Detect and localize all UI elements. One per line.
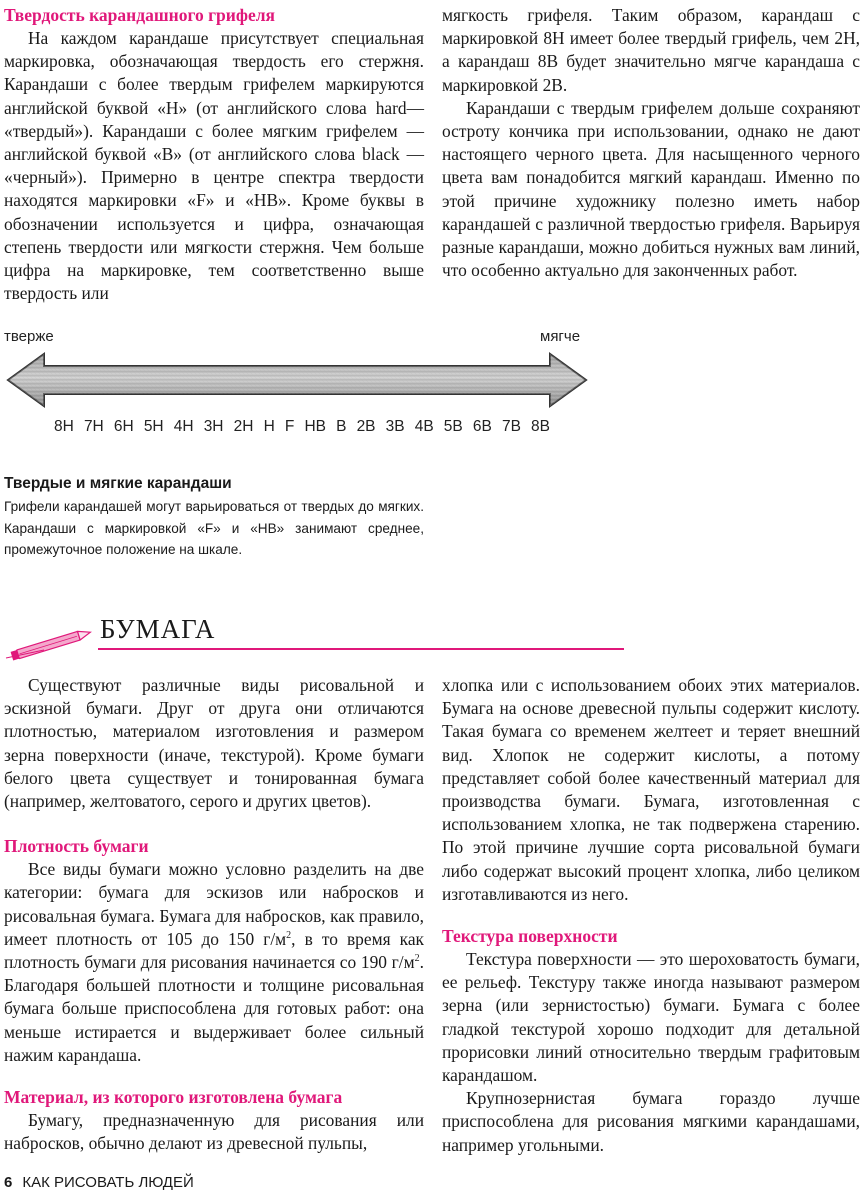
page-footer [4,1174,194,1191]
scale-tick-label: HB [304,418,326,435]
caption-text: Грифели карандашей могут варьироваться от твердых до мягких. Карандаши с маркировкой «F» и «HB» занимают среднее, промежуточное положение на шкале. [4,499,424,557]
paragraph: Текстура поверхности — это шероховатость бумаги, ее рельеф. Текстуру также иногда называют размером зерна (или зернистостью) бумаги. Бумага с более гладкой текстурой хорошо подходит для детальной прорисовки линий относительно твердым графитовым карандашом. [442,949,860,1086]
scale-tick-label: 5H [143,418,164,435]
scale-tick-label: 3H [203,418,224,435]
heading-paper-density: Плотность бумаги [4,836,149,857]
bottom-right-column [442,674,860,1157]
paragraph: Крупнозернистая бумага гораздо лучше приспособлена для рисования мягкими карандашами, например угольными. [442,1088,860,1155]
paragraph: мягкость грифеля. Таким образом, карандаш с маркировкой 8H имеет более твердый грифель, чем 2H, а карандаш 8B будет значительно мягче карандаша с маркировкой 2B. [442,5,860,95]
section-divider [98,648,624,650]
scale-tick-label: B [336,418,347,435]
double-arrow-icon [6,352,588,408]
scale-tick-label: 7B [501,418,521,435]
heading-paper-material: Материал, из которого изготовлена бумага [4,1087,343,1108]
scale-tick-label: H [263,418,275,435]
scale-tick-label: 2B [356,418,376,435]
top-left-column [4,4,424,305]
book-title: КАК РИСОВАТЬ ЛЮДЕЙ [22,1174,194,1191]
scale-tick-label: 8B [531,418,550,435]
top-right-column [442,4,860,282]
paragraph: Бумагу, предназначенную для рисования или набросков, обычно делают из древесной пульпы, [4,1110,424,1154]
paragraph: Существуют различные виды рисовальной и эскизной бумаги. Друг от друга они отличаются плотностью, материалом изготовления и размером зерна поверхности (иначе, текстурой). Кроме бумаги белого цвета существует и тонированная бумага (например, желтоватого, серого и других цветов). [4,675,424,812]
caption-title: Твердые и мягкие карандаши [4,475,232,492]
paragraph: На каждом карандаше присутствует специальная маркировка, обозначающая твердость его стержня. Карандаши с более твердым грифелем маркируются английской буквой «H» (от английского слова hard— «твердый»). Карандаши с более мягким грифелем — английской буквой «B» (от английского слова black — «черный»). Примерно в центре спектра твердости находятся маркировки «F» и «HB». Кроме буквы в обозначении используется и цифра, означающая степень твердости или мягкости стержня. Чем больше цифра на маркировке, тем соответственно выше твердость или [4,28,424,304]
section-title: БУМАГА [100,614,216,644]
scale-tick-label: 2H [233,418,254,435]
heading-pencil-hardness: Твердость карандашного грифеля [4,5,276,25]
heading-surface-texture: Текстура поверхности [442,926,618,947]
scale-tick-label: 4H [173,418,194,435]
scale-right-label: мягче [540,328,581,345]
scale-left-label: тверже [4,328,54,345]
paragraph: хлопка или с использованием обоих этих материалов. Бумага на основе древесной пульпы содержит кислоту. Такая бумага со временем желтеет и теряет внешний вид. Хлопок не содержит кислоты, а потому представляет собой более качественный материал для производства бумаги. Бумага, изготовленная с использованием хлопка, не так подвержена старению. По этой причине лучшие сорта рисовальной бумаги либо содержат высокий процент хлопка, либо целиком изготавливаются из него. [442,675,860,904]
pencil-icon [4,626,96,662]
scale-tick-label: 7H [83,418,104,435]
paragraph-density: Все виды бумаги можно условно разделить на две категории: бумага для эскизов или набросков и рисовальная бумага. Бумага для набросков, как правило, имеет плотность от 105 до 150 $г/м^2$, в то время как плотность бумаги для рисования начинается со 190 $г/м^2$. Благодаря большей плотности и толщине рисовальная бумага больше приспособлена для готовых работ: она меньше истирается и выдерживает более сильный нажим карандаша. [4,859,425,1065]
scale-tick-label: 8H [54,418,74,435]
scale-tick-label: 4B [414,418,434,435]
scale-ticks [54,418,550,436]
scale-tick-label: 5B [443,418,463,435]
scale-tick-label: 6B [472,418,492,435]
scale-tick-label: F [284,418,295,435]
scale-tick-label: 6H [113,418,134,435]
scale-tick-label: 3B [385,418,405,435]
paragraph: Карандаши с твердым грифелем дольше сохраняют остроту кончика при использовании, однако не дают настоящего черного цвета. Для насыщенного черного цвета вам понадобится мягкий карандаш. Именно по этой причине художнику полезно иметь набор карандашей с различной твердостью грифеля. Варьируя разные карандаши, можно добиться нужных вам линий, что особенно актуально для законченных работ. [442,97,860,281]
bottom-left-column [4,674,424,1155]
page-number: 6 [4,1174,13,1191]
